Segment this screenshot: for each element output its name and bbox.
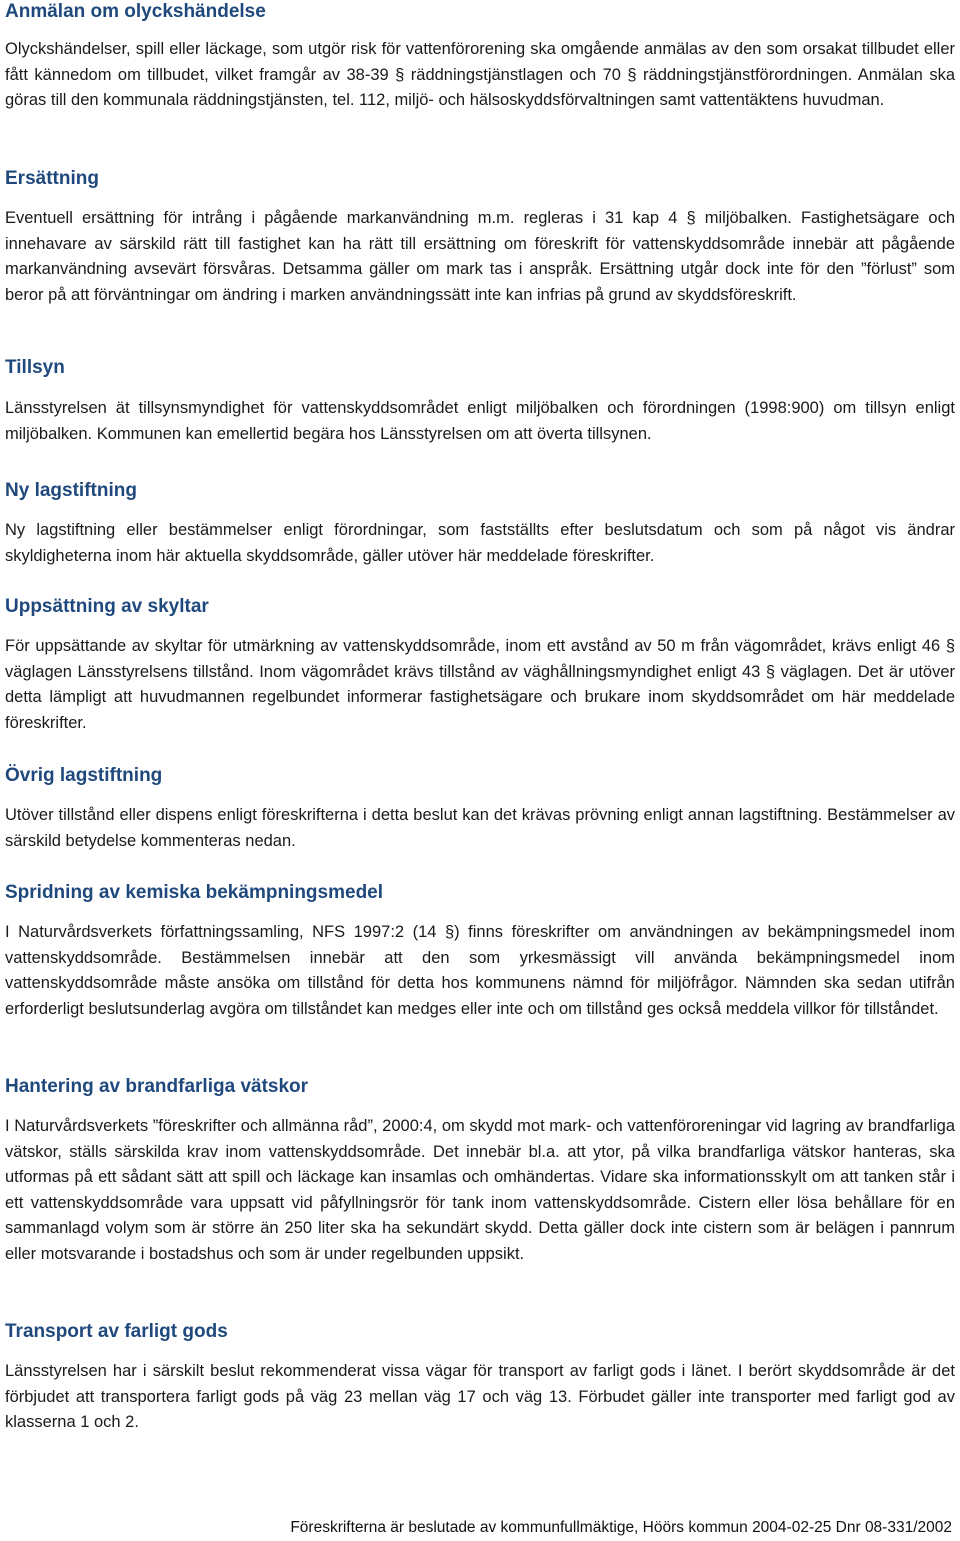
page-footer: Föreskrifterna är beslutade av kommunfullmäktige, Höörs kommun 2004-02-25 Dnr 08-331/2002 [290,1519,952,1536]
body-tillsyn: Länsstyrelsen ät tillsynsmyndighet för vattenskyddsområdet enligt miljöbalken och förordningen (1998:900) om tillsyn enligt miljöbalken. Kommunen kan emellertid begära hos Länsstyrelsen om att överta tillsynen. [5,399,955,443]
section-ovrig [5,764,955,854]
body-skyltar: För uppsättande av skyltar för utmärkning av vattenskyddsområde, inom ett avstånd av 50 m från vägområdet, krävs enligt 46 § väglagen Länsstyrelsens tillstånd. Inom vägområdet krävs tillstånd av väghållningsmyndighet enligt 43 § väglagen. Det är utöver detta lämpligt att huvudmannen regelbundet informerar fastighetsägare och brukare inom skyddsområdet om här meddelade föreskrifter. [5,637,955,732]
heading-bekampningsmedel: Spridning av kemiska bekämpningsmedel [5,882,384,903]
heading-ersattning: Ersättning [5,168,99,189]
body-ny-lagstiftning: Ny lagstiftning eller bestämmelser enligt förordningar, som fastställts efter beslutsdatum och som på något vis ändrar skyldigheterna inom här aktuella skyddsområde, gäller utöver här meddelade föreskrifter. [5,521,955,565]
heading-brandfarliga: Hantering av brandfarliga vätskor [5,1076,309,1097]
body-transport: Länsstyrelsen har i särskilt beslut rekommenderat vissa vägar för transport av farligt gods i länet. I berört skyddsområde är det förbjudet att transportera farligt gods på väg 23 mellan väg 17 och väg 13. Förbudet gäller inte transporter med farligt god av klasserna 1 och 2. [5,1362,955,1431]
heading-anmalan: Anmälan om olyckshändelse [5,1,266,22]
section-anmalan [5,0,955,114]
body-bekampningsmedel: I Naturvårdsverkets författningssamling, NFS 1997:2 (14 §) finns föreskrifter om användningen av bekämpningsmedel inom vattenskyddsområde. Bestämmelsen innebär att den som yrkesmässigt vill använda bekämpningsmedel inom vattenskyddsområde måste ansöka om tillstånd för detta hos kommunens nämnd för miljöfrågor. Nämnden ska sedan utifrån erforderligt beslutsunderlag avgöra om tillståndet kan medges eller inte och om tillstånd ges också meddela villkor för tillståndet. [5,923,955,1018]
heading-skyltar: Uppsättning av skyltar [5,596,209,617]
section-skyltar [5,595,955,736]
body-brandfarliga: I Naturvårdsverkets ”föreskrifter och allmänna råd”, 2000:4, om skydd mot mark- och vattenföroreningar vid lagring av brandfarliga vätskor, ställs särskilda krav inom vattenskyddsområde. Det innebär bl.a. att ytor, på vilka brandfarliga vätskor hanteras, ska utformas på ett sådant sätt att spill och läckage kan insamlas och omhändertas. Vidare ska informationsskylt om att tanken står i ett vattenskyddsområde vara uppsatt vid påfyllningsrör för tank inom vattenskyddsområde. Cistern eller lösa behållare för en sammanlagd volym som är större än 250 liter ska ha sekundärt skydd. Detta gäller dock inte cistern som är belägen i pannrum eller motsvarande i bostadshus och som är under regelbunden uppsikt. [5,1117,955,1263]
heading-ovrig: Övrig lagstiftning [5,765,163,786]
heading-tillsyn: Tillsyn [5,357,65,378]
section-ersattning [5,167,955,308]
section-bekampningsmedel [5,881,955,1022]
body-ersattning: Eventuell ersättning för intrång i pågående markanvändning m.m. regleras i 31 kap 4 § miljöbalken. Fastighetsägare och innehavare av särskild rätt till fastighet kan ha rätt till ersättning om föreskrift för vattenskyddsområde innebär att pågående markanvändning avsevärt försvåras. Detsamma gäller om mark tas i anspråk. Ersättning utgår dock inte för den ”förlust” som beror på att förväntningar om ändring i marken användningssätt inte kan infrias på grund av skyddsföreskrift. [5,209,955,304]
heading-ny-lagstiftning: Ny lagstiftning [5,480,137,501]
body-ovrig: Utöver tillstånd eller dispens enligt föreskrifterna i detta beslut kan det krävas prövning enligt annan lagstiftning. Bestämmelser av särskild betydelse kommenteras nedan. [5,806,955,850]
section-tillsyn [5,356,955,447]
section-brandfarliga [5,1075,955,1267]
body-anmalan: Olyckshändelser, spill eller läckage, som utgör risk för vattenförorening ska omgående anmälas av den som orsakat tillbudet eller fått kännedom om tillbudet, vilket framgår av 38-39 § räddningstjänstlagen och 70 § räddningstjänstförordningen. Anmälan ska göras till den kommunala räddningstjänsten, tel. 112, miljö- och hälsoskyddsförvaltningen samt vattentäktens huvudman. [5,40,955,109]
heading-transport: Transport av farligt gods [5,1321,228,1342]
section-transport [5,1320,955,1436]
section-ny-lagstiftning-content [5,479,955,569]
